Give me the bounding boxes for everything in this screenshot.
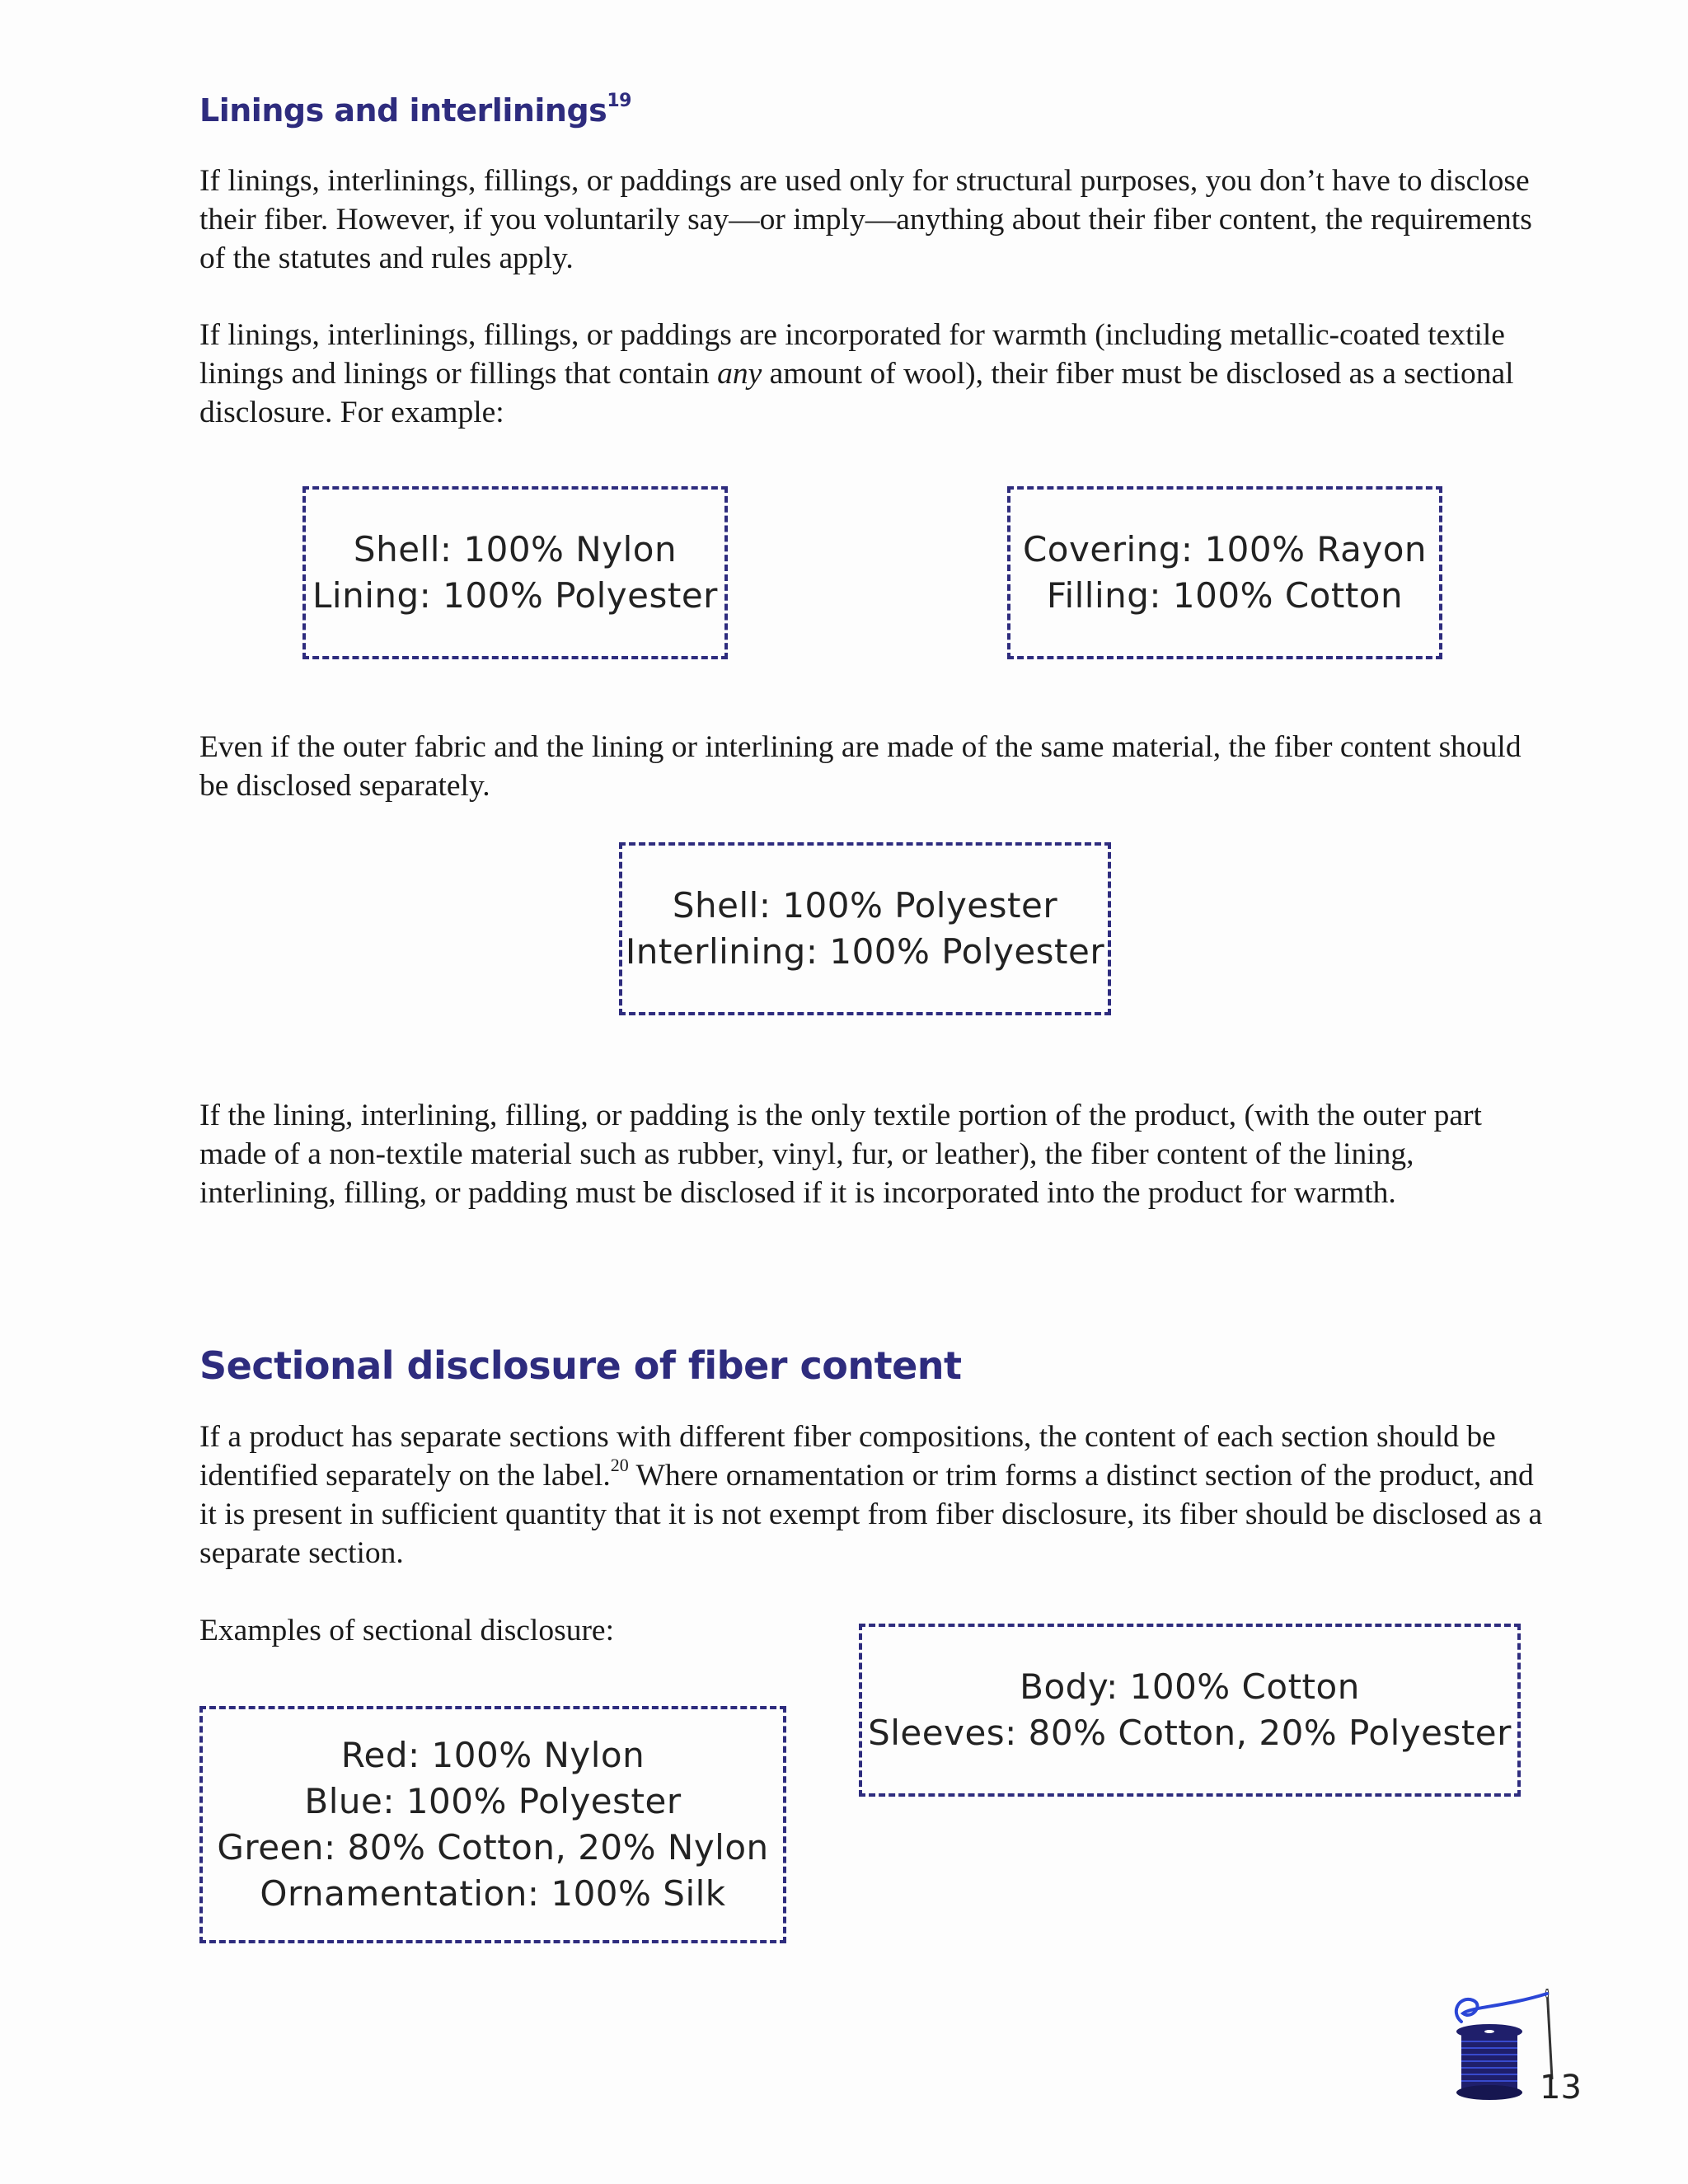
heading-text: Linings and interlinings	[199, 92, 607, 129]
examples-intro: Examples of sectional disclosure:	[199, 1614, 614, 1647]
paragraph-same-material: Even if the outer fabric and the lining or interlining are made of the same material, the fiber content should be disclosed separately.	[199, 730, 1522, 803]
emphasis-text: any	[717, 357, 762, 391]
paragraph-warmth	[199, 316, 1551, 432]
paragraph-only-textile: If the lining, interlining, filling, or padding is the only textile portion of the product, (with the outer part made of a non-textile material such as rubber, vinyl, fur, or leather), the fiber content of the lining, interlining, filling, or padding must be disclosed if it is incorporated into the product for warmth.	[199, 1099, 1482, 1210]
paragraph-text: If a product has separate sections with different fiber compositions, the content of each section should be identified separately on the label.	[199, 1420, 1496, 1493]
section-heading-sectional: Sectional disclosure of fiber content	[199, 1343, 962, 1388]
label-line: Shell: 100% Nylon	[353, 529, 678, 569]
label-line: Red: 100% Nylon	[340, 1735, 645, 1775]
label-example-shell-interlining	[619, 842, 1111, 1015]
label-line: Blue: 100% Polyester	[304, 1781, 682, 1821]
paragraph-structural: If linings, interlinings, fillings, or paddings are used only for structural purposes, you don’t have to disclose their fiber. However, if you voluntarily say—or imply—anything about their fiber content, the requirements of the statutes and rules apply.	[199, 164, 1532, 275]
label-line: Lining: 100% Polyester	[312, 575, 718, 616]
thread-spool-needle-icon	[1447, 1982, 1554, 2106]
label-line: Body: 100% Cotton	[1020, 1666, 1360, 1707]
label-line: Interlining: 100% Polyester	[625, 931, 1105, 972]
label-example-shell-lining	[302, 486, 728, 659]
paragraph-text: Where ornamentation or trim forms a distinct section of the product, and it is present in sufficient quantity that it is not exempt from fiber disclosure, its fiber should be disclosed as a separate section.	[199, 1459, 1543, 1570]
label-example-colors	[199, 1706, 786, 1943]
label-line: Sleeves: 80% Cotton, 20% Polyester	[868, 1713, 1512, 1753]
label-line: Ornamentation: 100% Silk	[260, 1873, 726, 1914]
footnote-marker: 20	[610, 1454, 629, 1475]
label-line: Green: 80% Cotton, 20% Nylon	[217, 1827, 769, 1868]
label-example-covering-filling	[1007, 486, 1442, 659]
paragraph-sectional	[199, 1418, 1551, 1572]
paragraph-text: If linings, interlinings, fillings, or paddings are incorporated for warmth (including metallic-coated textile linings and linings or fillings that contain	[199, 318, 1505, 391]
label-example-body-sleeves	[859, 1624, 1521, 1797]
label-line: Filling: 100% Cotton	[1046, 575, 1404, 616]
paragraph-text: amount of wool), their fiber must be disclosed as a sectional disclosure. For example:	[199, 357, 1514, 429]
page-number: 13	[1540, 2069, 1582, 2107]
label-line: Covering: 100% Rayon	[1022, 529, 1428, 569]
section-heading-linings	[199, 92, 631, 129]
footnote-marker: 19	[607, 91, 631, 112]
label-line: Shell: 100% Polyester	[672, 885, 1058, 926]
